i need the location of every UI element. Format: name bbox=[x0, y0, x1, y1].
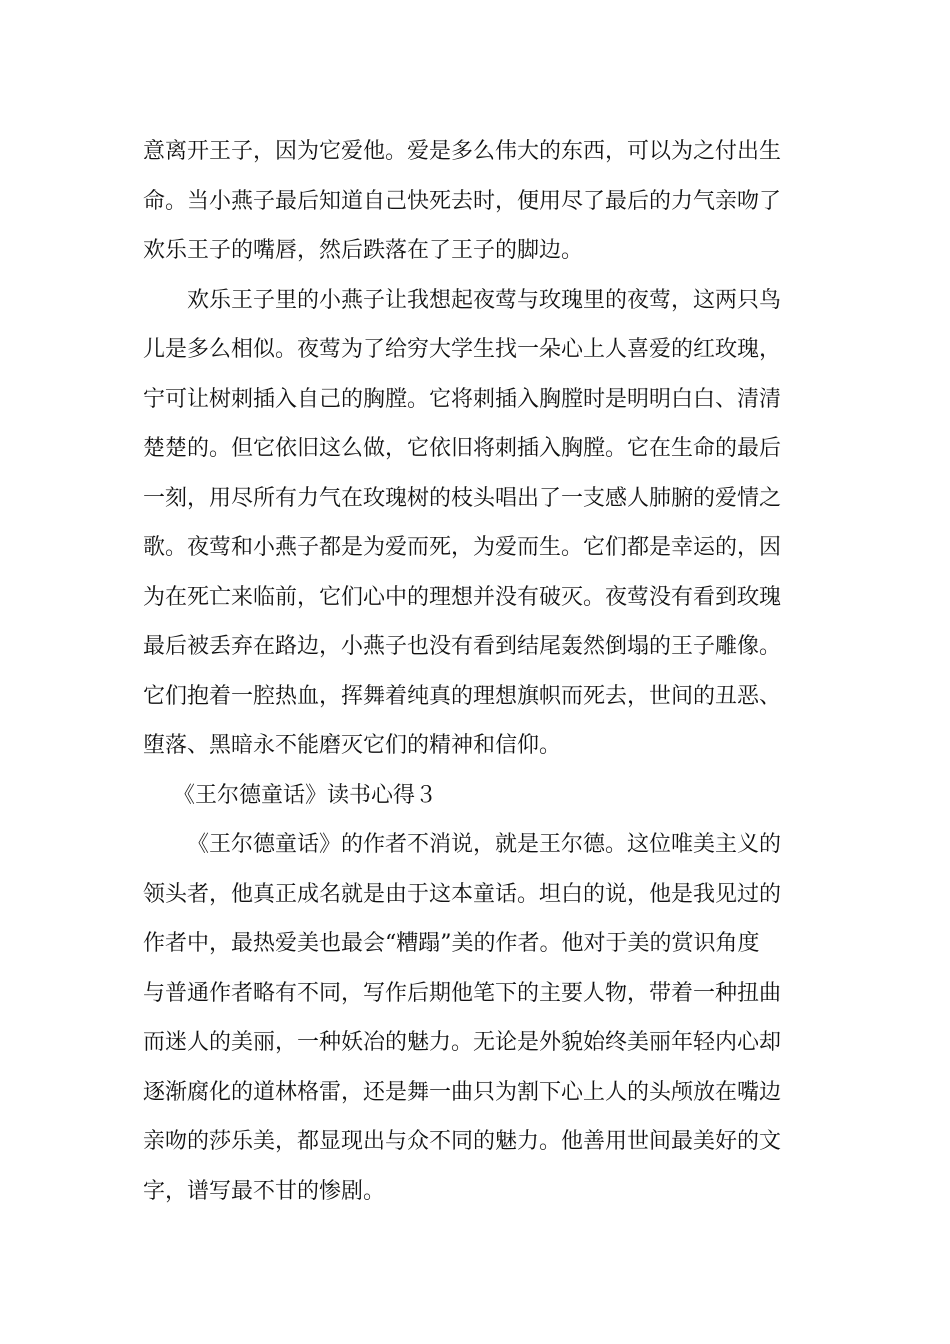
paragraph-3 bbox=[143, 820, 809, 1216]
paragraph-2-line: 它们抱着一腔热血，挥舞着纯真的理想旗帜而死去，世间的丑恶、 bbox=[143, 683, 782, 709]
paragraph-3-line: 逐渐腐化的道林格雷，还是舞一曲只为割下心上人的头颅放在嘴边 bbox=[143, 1079, 782, 1105]
paragraph-3-line: 《王尔德童话》的作者不消说，就是王尔德。这位唯美主义的 bbox=[187, 832, 782, 857]
paragraph-1 bbox=[143, 127, 809, 276]
paragraph-2-line: 欢乐王子里的小燕子让我想起夜莺与玫瑰里的夜莺，这两只鸟 bbox=[187, 287, 782, 313]
paragraph-1-line: 欢乐王子的嘴唇，然后跌落在了王子的脚边。 bbox=[143, 238, 584, 263]
paragraph-3-line: 作者中，最热爱美也最会“糟蹋”美的作者。他对于美的赏识角度 bbox=[143, 931, 760, 956]
paragraph-3-line: 亲吻的莎乐美，都显现出与众不同的魅力。他善用世间最美好的文 bbox=[143, 1129, 782, 1154]
paragraph-3-line: 字，谱写最不甘的惨剧。 bbox=[143, 1178, 386, 1204]
paragraph-1-line: 意离开王子，因为它爱他。爱是多么伟大的东西，可以为之付出生 bbox=[143, 139, 782, 164]
section-heading: 《王尔德童话》读书心得３ bbox=[173, 782, 438, 808]
paragraph-2-line: 宁可让树刺插入自己的胸膛。它将刺插入胸膛时是明明白白、清清 bbox=[143, 386, 782, 412]
paragraph-2-line: 最后被丢弃在路边，小燕子也没有看到结尾轰然倒塌的王子雕像。 bbox=[143, 634, 782, 659]
paragraph-2-line: 儿是多么相似。夜莺为了给穷大学生找一朵心上人喜爱的红玫瑰， bbox=[143, 337, 782, 362]
paragraph-1-line: 命。当小燕子最后知道自己快死去时，便用尽了最后的力气亲吻了 bbox=[143, 188, 782, 214]
paragraph-2-line: 歌。夜莺和小燕子都是为爱而死，为爱而生。它们都是幸运的，因 bbox=[143, 535, 782, 560]
paragraph-3-line: 与普通作者略有不同，写作后期他笔下的主要人物，带着一种扭曲 bbox=[143, 980, 782, 1006]
paragraph-2-line: 堕落、黑暗永不能磨灭它们的精神和信仰。 bbox=[143, 733, 562, 758]
paragraph-2-line: 一刻，用尽所有力气在玫瑰树的枝头唱出了一支感人肺腑的爱情之 bbox=[143, 485, 782, 511]
paragraph-2 bbox=[143, 276, 809, 771]
paragraph-3-line: 领头者，他真正成名就是由于这本童话。坦白的说，他是我见过的 bbox=[143, 881, 782, 907]
paragraph-2-line: 楚楚的。但它依旧这么做，它依旧将刺插入胸膛。它在生命的最后 bbox=[143, 436, 782, 461]
paragraph-3-line: 而迷人的美丽，一种妖冶的魅力。无论是外貌始终美丽年轻内心却 bbox=[143, 1030, 782, 1055]
document-body bbox=[143, 127, 809, 1216]
paragraph-2-line: 为在死亡来临前，它们心中的理想并没有破灭。夜莺没有看到玫瑰 bbox=[143, 584, 782, 610]
